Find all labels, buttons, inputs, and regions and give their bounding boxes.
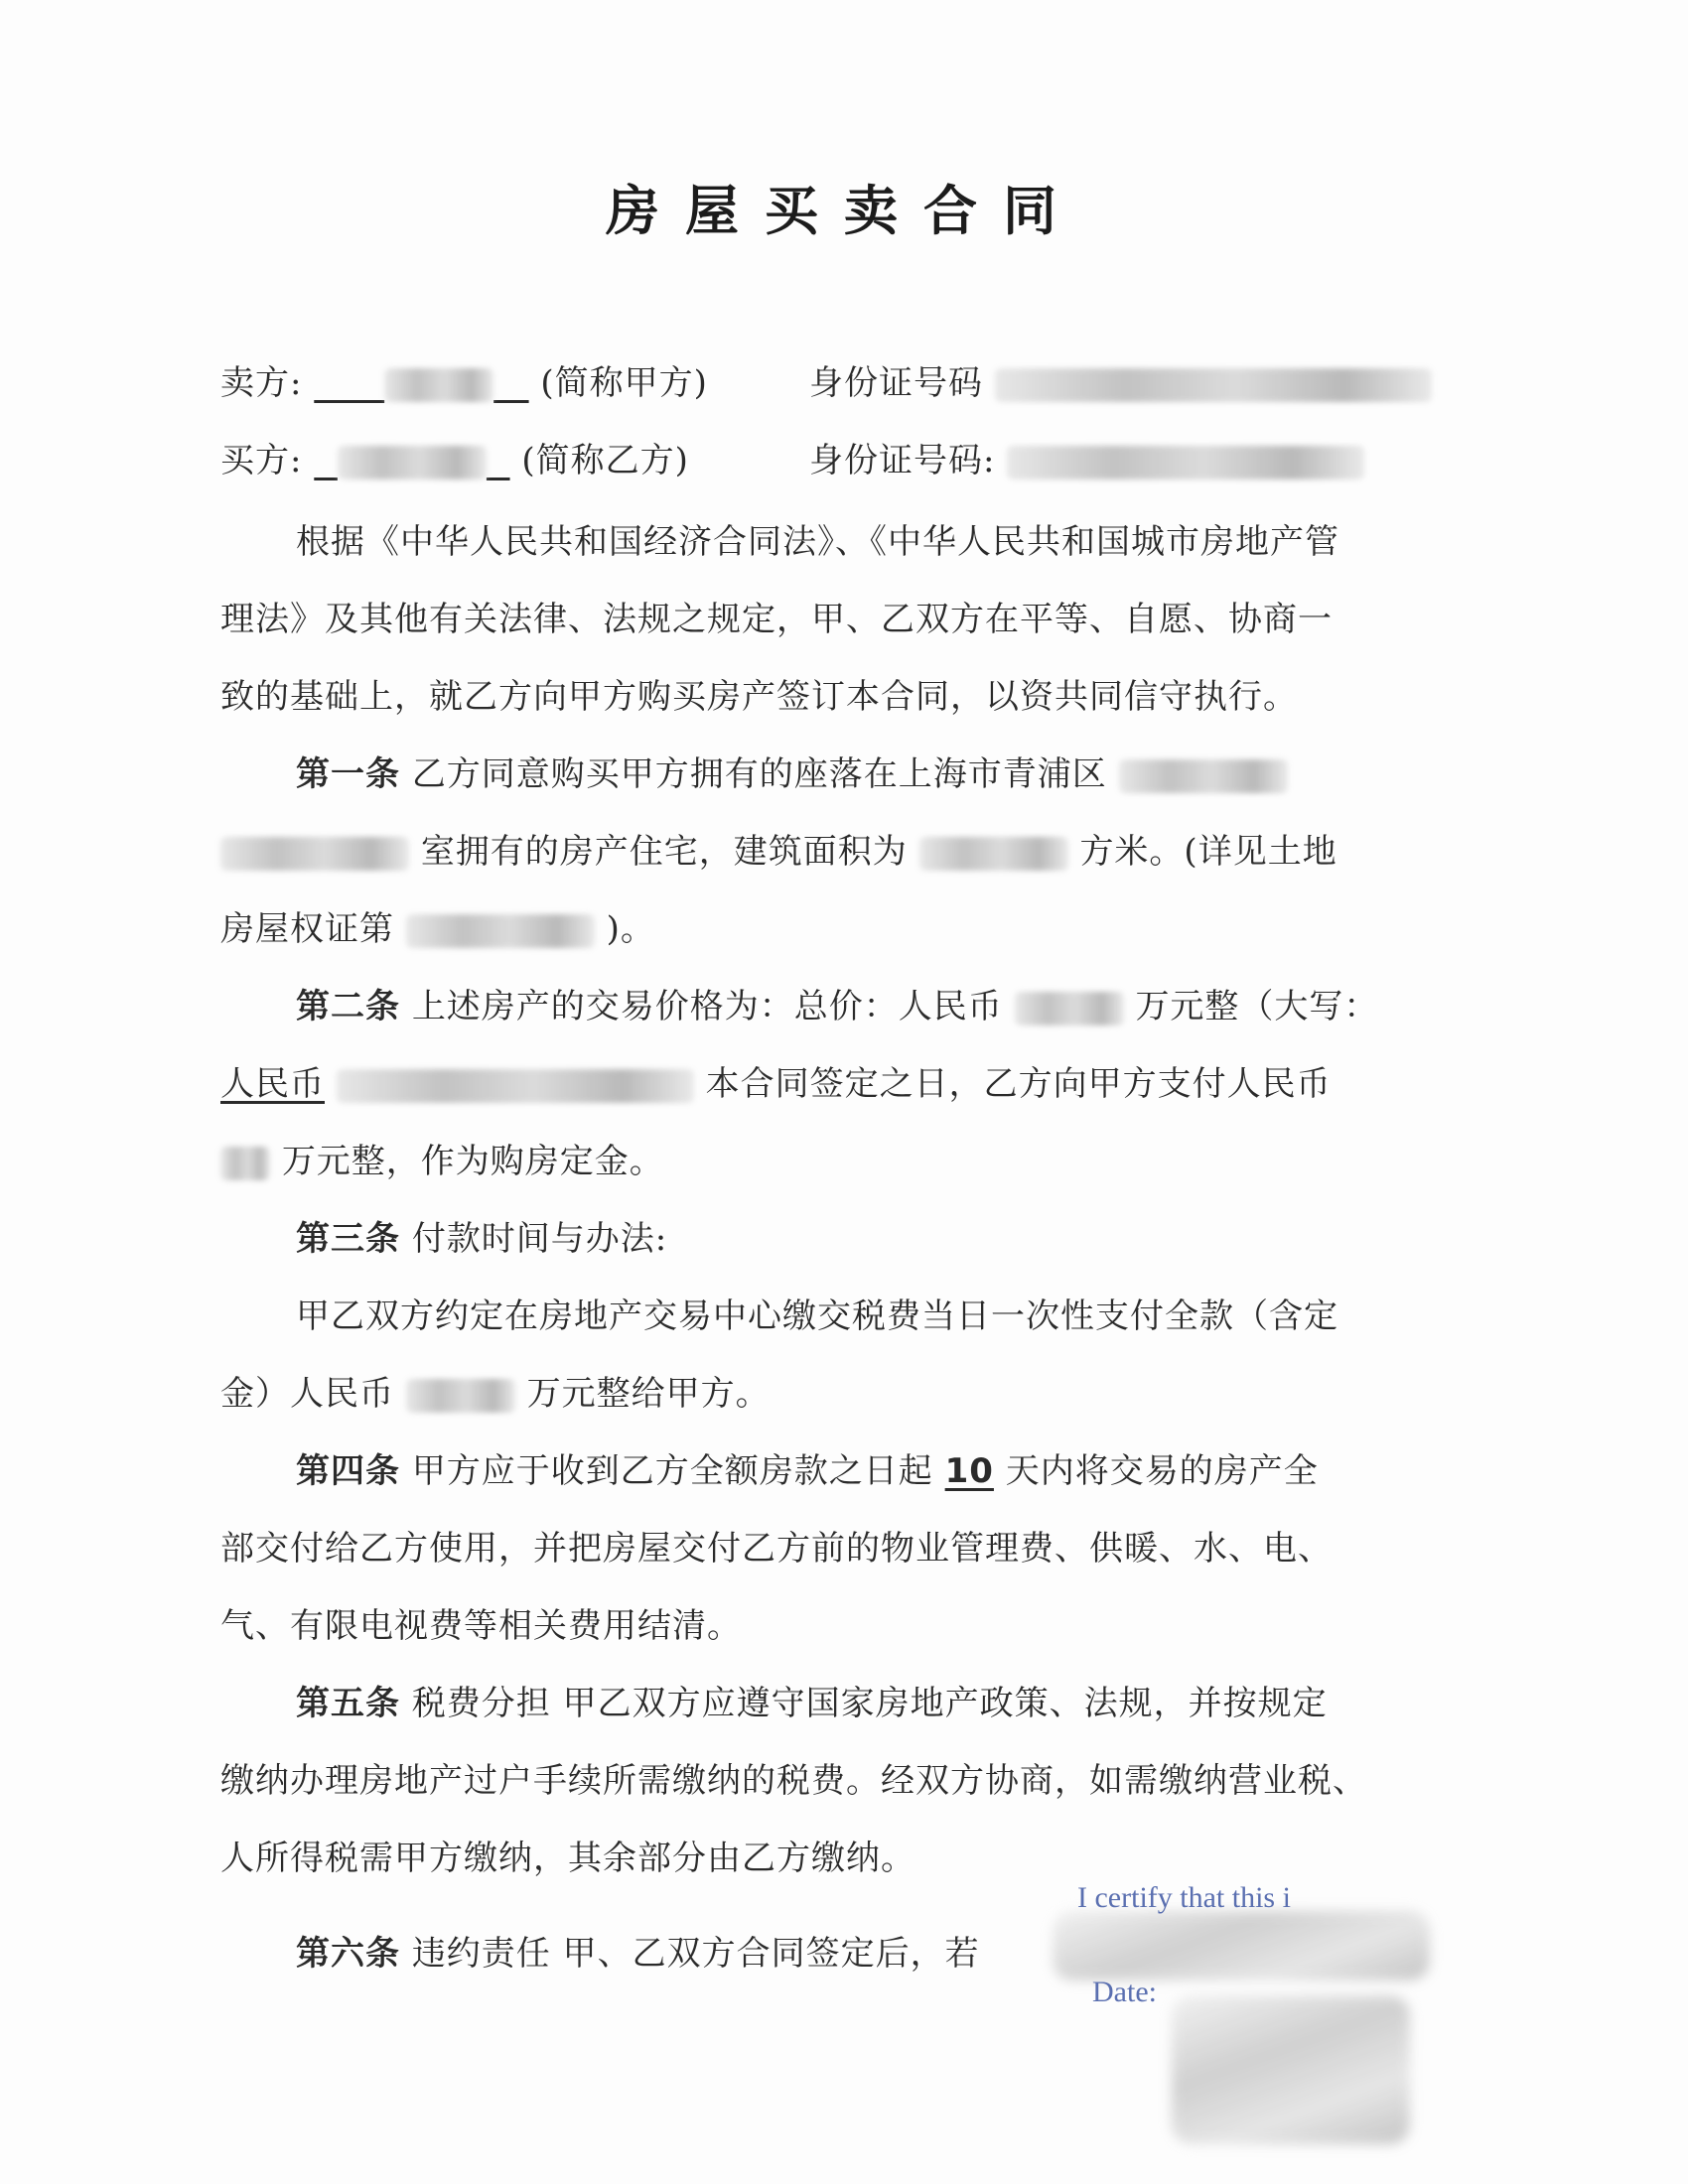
seller-label: 卖方: bbox=[220, 363, 303, 403]
buyer-id-label: 身份证号码: bbox=[809, 441, 996, 480]
article-1-line-3: 房屋权证第 )。 bbox=[220, 909, 655, 949]
article-5-line-3: 人所得税需甲方缴纳，其余部分由乙方缴纳。 bbox=[220, 1839, 915, 1878]
certify-stamp-text: I certify that this i bbox=[1077, 1881, 1291, 1914]
article-4-line-3: 气、有限电视费等相关费用结清。 bbox=[220, 1606, 742, 1646]
article-3-heading: 第三条 bbox=[296, 1219, 400, 1259]
article-1-heading: 第一条 bbox=[296, 754, 400, 794]
article-2-heading: 第二条 bbox=[296, 987, 400, 1026]
buyer-label: 买方: bbox=[220, 441, 303, 480]
stamp-redaction-bottom bbox=[1172, 1995, 1410, 2144]
article-4-heading: 第四条 bbox=[296, 1451, 400, 1491]
buyer-alias: (简称乙方) bbox=[521, 441, 689, 480]
article-4-line-2: 部交付给乙方使用，并把房屋交付乙方前的物业管理费、供暖、水、电、 bbox=[220, 1529, 1333, 1569]
article-3-line-2: 甲乙双方约定在房地产交易中心缴交税费当日一次性支付全款（含定 bbox=[296, 1297, 1338, 1336]
article-5-heading: 第五条 bbox=[296, 1684, 400, 1723]
article-3-line-1: 第三条 付款时间与办法: bbox=[296, 1219, 668, 1259]
buyer-name-field bbox=[314, 441, 509, 480]
article-2-line-1: 第二条 上述房产的交易价格为：总价：人民币 万元整（大写： bbox=[296, 987, 1379, 1026]
article-6-line-1: 第六条 违约责任 甲、乙双方合同签定后，若 bbox=[296, 1934, 980, 1974]
article-3-line-3: 金）人民币 万元整给甲方。 bbox=[220, 1374, 771, 1414]
delivery-days: 10 bbox=[944, 1451, 994, 1491]
page-title: 房屋买卖合同 bbox=[606, 180, 1082, 242]
seller-id-line bbox=[809, 355, 1432, 404]
seller-id-label: 身份证号码 bbox=[809, 363, 983, 403]
intro-line-1: 根据《中华人民共和国经济合同法》、《中华人民共和国城市房地产管 bbox=[296, 522, 1339, 562]
article-1-line-1: 第一条 乙方同意购买甲方拥有的座落在上海市青浦区 bbox=[296, 747, 1288, 795]
article-2-line-2: 人民币 本合同签定之日，乙方向甲方支付人民币 bbox=[220, 1064, 1332, 1104]
seller-name-field bbox=[314, 363, 528, 403]
article-5-line-1: 第五条 税费分担 甲乙双方应遵守国家房地产政策、法规，并按规定 bbox=[296, 1684, 1328, 1723]
article-5-line-2: 缴纳办理房地产过户手续所需缴纳的税费。经双方协商，如需缴纳营业税、 bbox=[220, 1761, 1367, 1801]
seller-alias: (简称甲方) bbox=[540, 363, 708, 403]
intro-line-3: 致的基础上，就乙方向甲方购买房产签订本合同，以资共同信守执行。 bbox=[220, 677, 1298, 717]
article-4-line-1: 第四条 甲方应于收到乙方全额房款之日起 10 天内将交易的房产全 bbox=[296, 1451, 1319, 1491]
intro-line-2: 理法》及其他有关法律、法规之规定，甲、乙双方在平等、自愿、协商一 bbox=[220, 600, 1333, 639]
stamp-date-label: Date: bbox=[1092, 1976, 1157, 2008]
stamp-redaction-top bbox=[1053, 1911, 1430, 1980]
article-6-heading: 第六条 bbox=[296, 1934, 400, 1974]
seller-id-redacted bbox=[995, 368, 1432, 402]
buyer-id-line bbox=[809, 433, 1364, 481]
article-1-line-2: 室拥有的房产住宅，建筑面积为 方米。(详见土地 bbox=[220, 824, 1337, 873]
buyer-line bbox=[220, 433, 689, 481]
seller-line bbox=[220, 355, 708, 404]
buyer-id-redacted bbox=[1007, 446, 1364, 479]
article-2-line-3: 万元整，作为购房定金。 bbox=[220, 1134, 664, 1182]
